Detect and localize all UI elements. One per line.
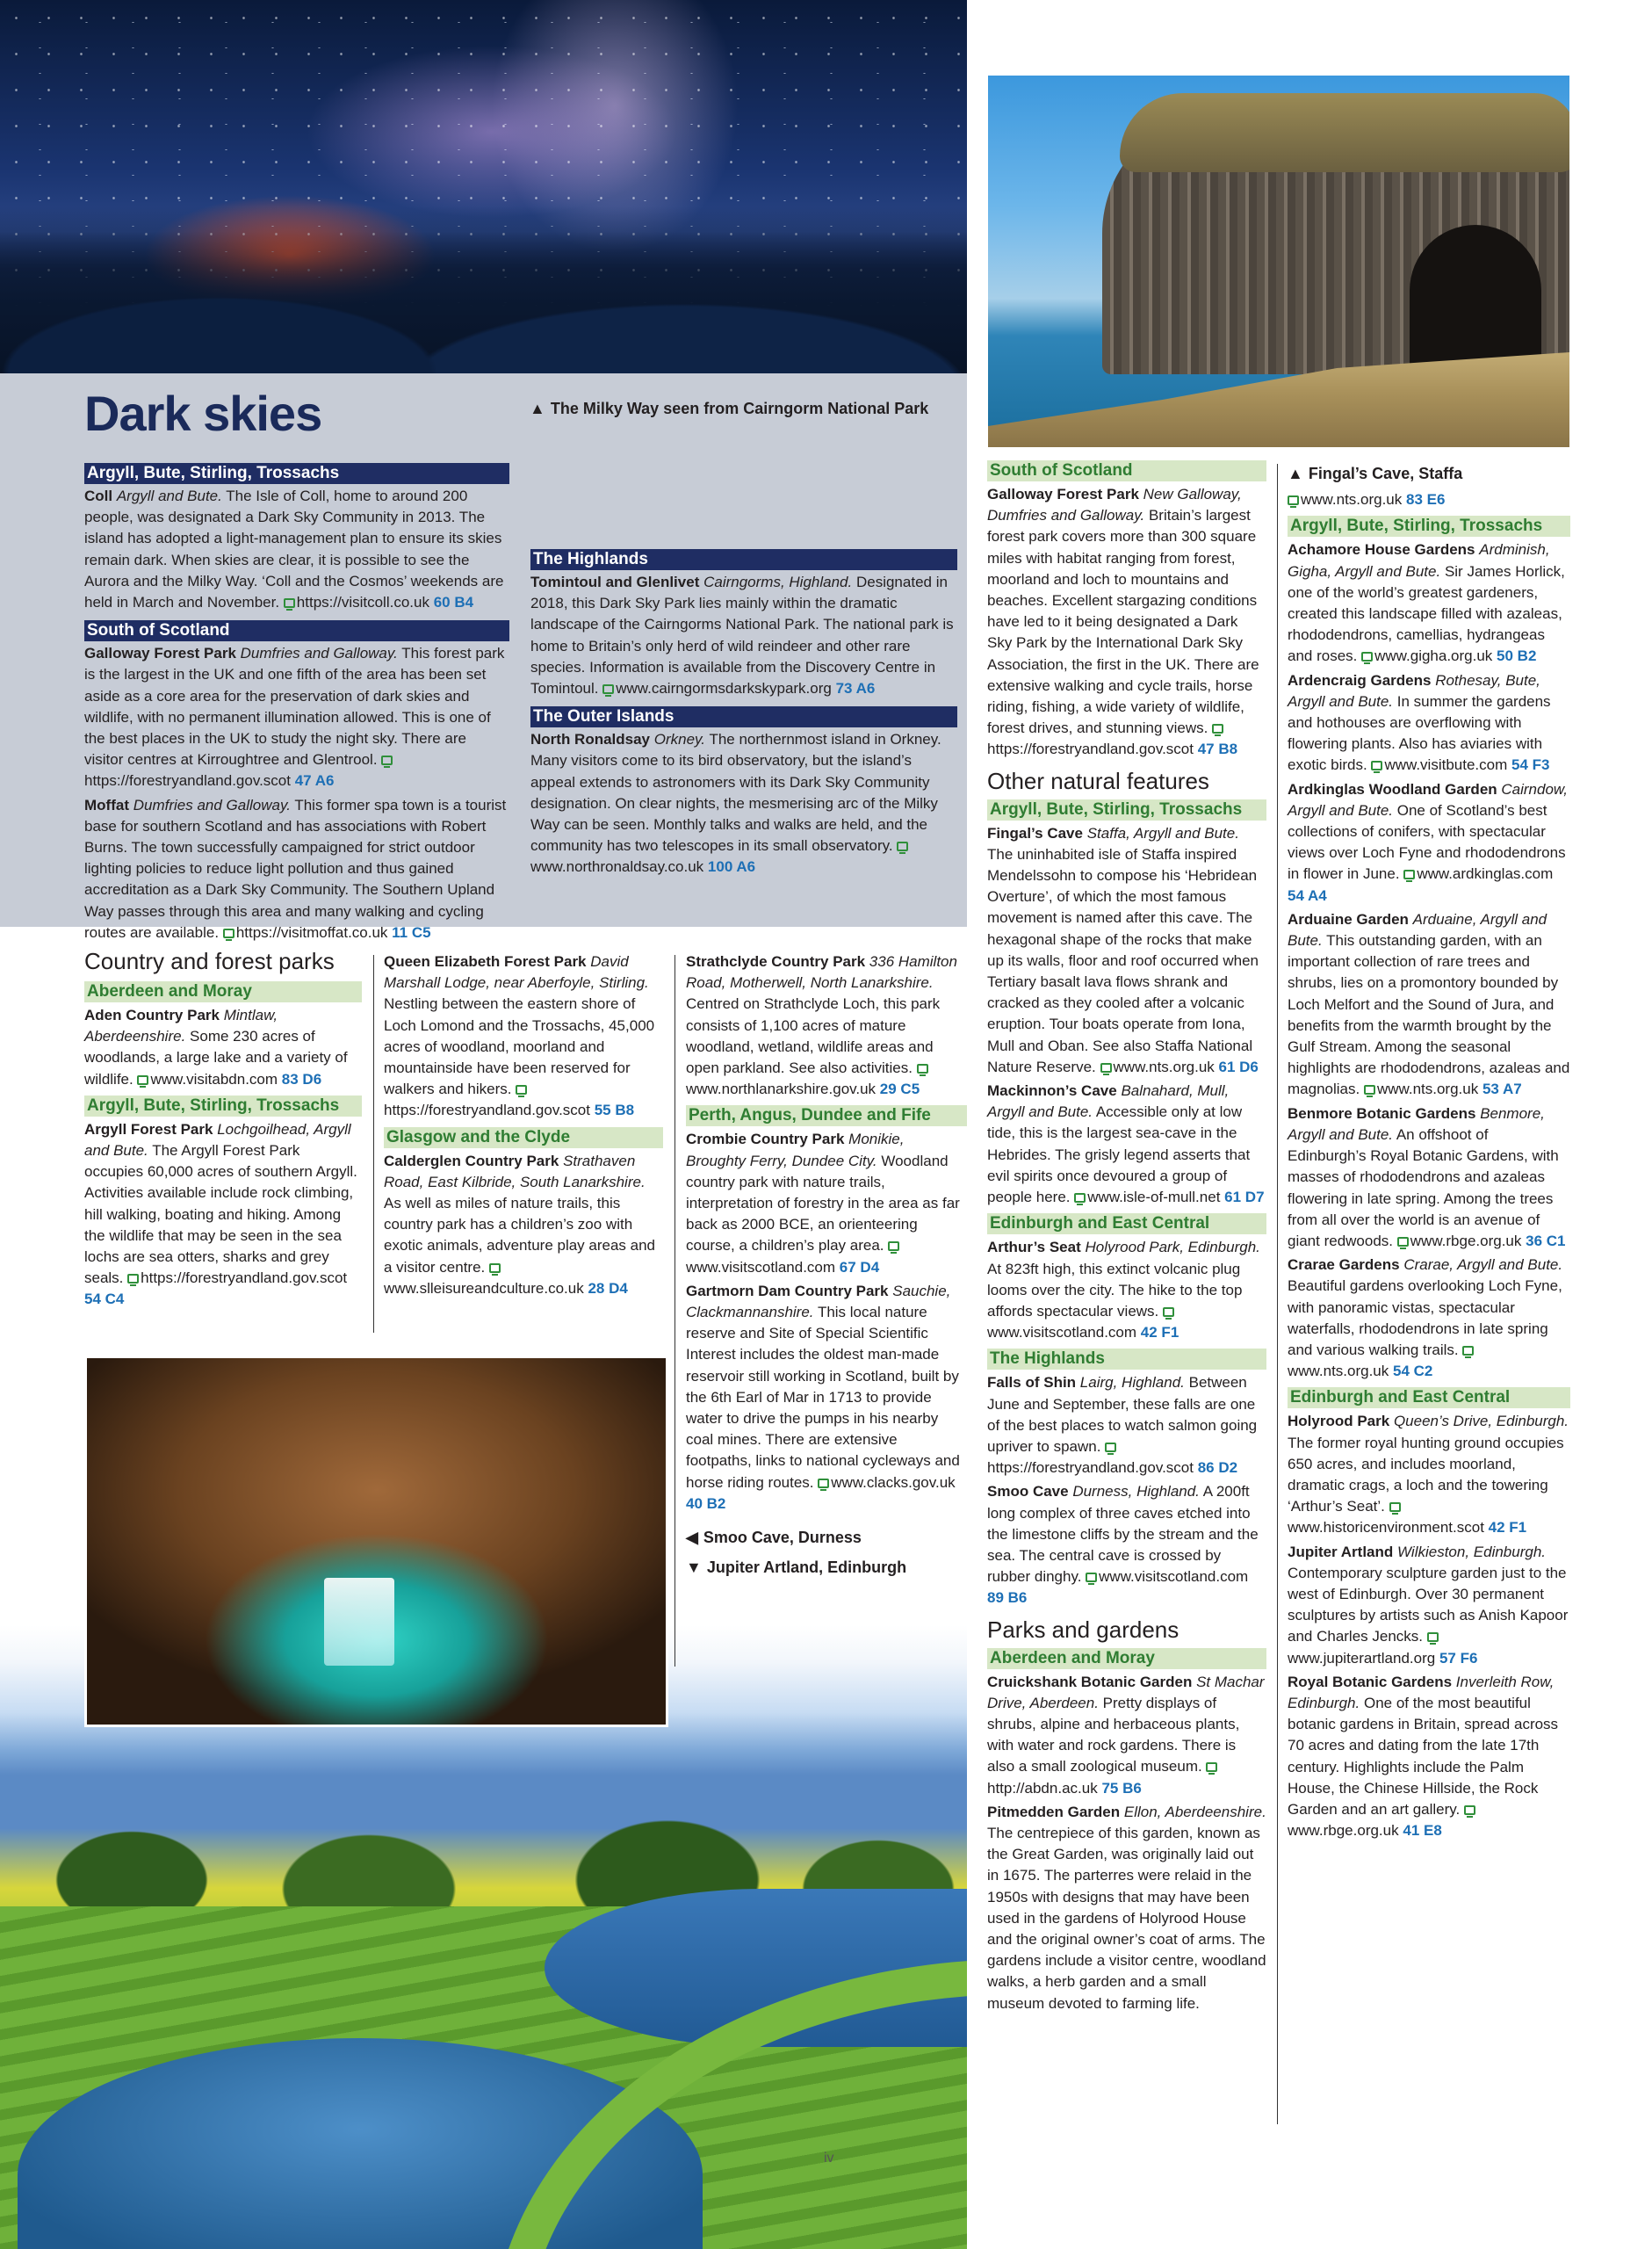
map-reference: 42 F1 [1488, 1519, 1527, 1537]
caption-text: The Milky Way seen from Cairngorm National Park [550, 400, 929, 417]
entry-location: David Marshall Lodge, near Aberfoyle, Stirling. [384, 953, 649, 992]
entry-text: This former spa town is a tourist base for southern Scotland and has associations with Robert Burns. The town successfully campaigned for strict outdoor lighting policies to reduce light pollution and thus gained accreditation as a Dark Sky Community. The Southern Upland Way passes through this area and many walking and cycling routes are available. [84, 796, 507, 941]
map-reference: 60 B4 [433, 594, 474, 611]
website-icon [897, 842, 908, 851]
listing-entry [987, 1481, 1266, 1609]
map-reference: 36 C1 [1526, 1232, 1566, 1249]
region-heading: South of Scotland [987, 460, 1266, 481]
entry-website[interactable]: www.northronaldsay.co.uk [530, 858, 704, 876]
entry-text: This outstanding garden, with an important collection of rare trees and shrubs, lies on a promontory bounded by Loch Melfort and the Sound of Jura, and benefits from the warmth brought by the Gulf Stream. Among the seasonal highlights are rhododendrons, azaleas and magnolias. [1288, 932, 1570, 1098]
entry-website[interactable]: www.cairngormsdarkskypark.org [616, 680, 832, 698]
map-reference: 53 A7 [1482, 1081, 1522, 1098]
map-reference: 67 D4 [839, 1258, 880, 1276]
listing-entry [1288, 909, 1570, 1101]
entry-name: Jupiter Artland [1288, 1543, 1394, 1560]
listing-entry [1288, 1103, 1570, 1252]
triangle-up-icon: ▲ [1288, 465, 1303, 482]
entry-text: The Isle of Coll, home to around 200 people, was designated a Dark Sky Community in 2013. The island has adopted a light-management plan to ensure its skies remain dark. When skies are clear, it is possible to see the Aurora and the Milky Way. ‘Coll and the Cosmos’ weekends are held in March and November. [84, 488, 504, 611]
entry-name: Achamore House Gardens [1288, 541, 1475, 559]
website-icon [223, 929, 234, 938]
entry-name: Tomintoul and Glenlivet [530, 574, 700, 590]
country-parks-col-1 [84, 946, 362, 1313]
entry-text: Pretty displays of shrubs, alpine and herbaceous plants, with water and rock gardens. There is also a small zoological museum. [987, 1694, 1240, 1775]
entry-location: Inverleith Row, Edinburgh. [1288, 1673, 1555, 1711]
website-icon [1105, 1443, 1116, 1452]
section-title: Country and forest parks [84, 948, 335, 974]
website-icon [127, 1274, 139, 1284]
entry-website[interactable]: www.historicenvironment.scot [1288, 1519, 1484, 1537]
entry-website[interactable]: https://visitcoll.co.uk [296, 594, 429, 611]
section-title: Parks and gardens [987, 1616, 1179, 1643]
entry-text: At 823ft high, this extinct volcanic plug looms over the city. The hike to the top affords spectacular views. [987, 1260, 1243, 1320]
dark-skies-title: Dark skies [84, 386, 322, 441]
cliff-top [1120, 93, 1569, 172]
entry-website[interactable]: www.northlanarkshire.gov.uk [686, 1081, 876, 1098]
entry-text: Woodland country park with nature trails, interpretation of forestry in the area as far back as 2000 BCE, an orienteering course, a children’s play area. [686, 1152, 960, 1255]
listing-entry [987, 1672, 1266, 1799]
entry-website[interactable]: www.visitbute.com [1384, 756, 1508, 774]
entry-website[interactable]: http://abdn.ac.uk [987, 1779, 1098, 1797]
entry-website[interactable]: www.visitscotland.com [1099, 1568, 1249, 1586]
entry-location: Arduaine, Argyll and Bute. [1288, 910, 1547, 950]
website-icon [137, 1075, 148, 1085]
milky-way-photo [0, 0, 967, 373]
website-icon [1364, 1085, 1375, 1095]
entry-website[interactable]: www.jupiterartland.org [1288, 1649, 1436, 1667]
entry-location: Rothesay, Bute, Argyll and Bute. [1288, 671, 1540, 710]
entry-location: Monikie, Broughty Ferry, Dundee City. [686, 1131, 905, 1169]
entry-website[interactable]: www.ardkinglas.com [1417, 865, 1554, 883]
entry-name: North Ronaldsay [530, 731, 651, 748]
listing-entry [1288, 1255, 1570, 1382]
entry-location: Mintlaw, Aberdeenshire. [84, 1007, 278, 1045]
entry-location: Crarae, Argyll and Bute. [1403, 1256, 1563, 1274]
region-heading: The Highlands [987, 1349, 1266, 1370]
map-reference: 41 E8 [1403, 1822, 1442, 1840]
website-icon [1397, 1237, 1409, 1247]
entry-name: Crarae Gardens [1288, 1256, 1400, 1274]
caption-jupiter [686, 1557, 967, 1578]
map-reference: 86 D2 [1197, 1459, 1238, 1477]
map-reference: 54 F3 [1511, 756, 1550, 774]
section-title: Other natural features [987, 767, 1209, 794]
entry-website[interactable]: https://forestryandland.gov.scot [141, 1269, 348, 1287]
website-icon [489, 1263, 501, 1273]
website-icon [1361, 652, 1373, 662]
listing-entry [384, 951, 663, 1122]
triangle-down-icon: ▼ [686, 1558, 702, 1577]
region-heading: Perth, Angus, Dundee and Fife [686, 1105, 967, 1126]
website-icon [1427, 1632, 1439, 1642]
map-reference: 47 A6 [294, 772, 335, 790]
entry-text: Designated in 2018, this Dark Sky Park lies mainly within the dramatic landscape of the Cairngorms National Park. The national park is home to Britain’s only herd of wild reindeer and other rare species. Information is available from the Discovery Centre in Tomintoul. [530, 574, 954, 698]
entry-text: One of the most beautiful botanic gardens in Britain, spread across 70 acres and dating from the late 17th century. Highlights include the Palm House, the Chinese Hillside, the Rock Garden and an art gallery. [1288, 1694, 1559, 1818]
entry-location: Argyll and Bute. [116, 488, 222, 504]
mountain-silhouette [0, 206, 967, 373]
website-icon [1086, 1573, 1097, 1582]
entry-location: Ardminish, Gigha, Argyll and Bute. [1288, 541, 1550, 580]
listing-entry [84, 643, 509, 792]
entry-text: Sir James Horlick, one of the world’s greatest gardeners, created this landscape filled with azaleas, rhododendrons, camellias, hydrangeas and roses. [1288, 562, 1565, 665]
entry-location: Dumfries and Galloway. [133, 796, 291, 814]
entry-location: Orkney. [653, 731, 706, 748]
entry-location: Cairngorms, Highland. [703, 574, 853, 590]
listing-entry [530, 572, 957, 699]
entry-location: Lochgoilhead, Argyll and Bute. [84, 1120, 351, 1160]
entry-location: Strathaven Road, East Kilbride, South Lanarkshire. [384, 1152, 646, 1190]
website-icon [1389, 1502, 1401, 1512]
entry-website[interactable]: www.clacks.gov.uk [831, 1473, 956, 1491]
entry-name: Galloway Forest Park [987, 486, 1139, 503]
map-reference: 73 A6 [835, 680, 876, 698]
entry-text: Between June and September, these falls are one of the best places to watch salmon going upriver to spawn. [987, 1374, 1258, 1455]
website-icon [1074, 1193, 1086, 1203]
region-heading: Edinburgh and East Central [987, 1213, 1266, 1234]
listing-entry [987, 1237, 1266, 1343]
entry-website[interactable]: www.rbge.org.uk [1410, 1232, 1522, 1249]
map-reference: 54 C2 [1393, 1363, 1433, 1380]
website-icon [1464, 1805, 1475, 1815]
column-divider [373, 955, 374, 1333]
entry-text: The centrepiece of this garden, known as the Great Garden, was originally laid out in 1675. The parterres were relaid in the 1950s with designs that may have been used in the gardens of Holyrood House and the original owner’s coat of arms. The gardens include a visitor centre, woodland walks, a herb garden and a small museum devoted to farming life. [987, 1824, 1266, 2012]
region-heading: The Highlands [530, 549, 957, 570]
entry-website[interactable]: www.visitabdn.com [150, 1070, 278, 1088]
region-heading: South of Scotland [84, 620, 509, 641]
region-heading: Argyll, Bute, Stirling, Trossachs [84, 1096, 362, 1117]
column-divider [1277, 464, 1278, 2124]
entry-name: Falls of Shin [987, 1374, 1077, 1392]
website-icon [1206, 1762, 1217, 1772]
entry-location: Dumfries and Galloway. [240, 645, 398, 662]
entry-location: Benmore, Argyll and Bute. [1288, 1104, 1545, 1143]
entry-text: Contemporary sculpture garden just to the west of Edinburgh. Over 30 permanent sculptures by artists such as Anish Kapoor and Charles Jencks. [1288, 1564, 1569, 1645]
map-reference: 54 C4 [84, 1291, 125, 1308]
website-icon [602, 684, 614, 694]
entry-text: An offshoot of Edinburgh’s Royal Botanic Gardens, with masses of rhododendrons and azaleas flowering in late spring. Among the trees from all over the world is an avenue of giant redwoods. [1288, 1125, 1559, 1249]
map-reference: 47 B8 [1197, 741, 1238, 758]
entry-text: Beautiful gardens overlooking Loch Fyne, with panoramic vistas, spectacular waterfalls, rhododendrons in late spring and various walking trails. [1288, 1277, 1562, 1358]
entry-name: Benmore Botanic Gardens [1288, 1104, 1476, 1122]
entry-location: 336 Hamilton Road, Motherwell, North Lanarkshire. [686, 953, 957, 992]
entry-location: New Galloway, Dumfries and Galloway. [987, 486, 1242, 524]
entry-website[interactable]: https://forestryandland.gov.scot [384, 1102, 590, 1119]
entry-location: Holyrood Park, Edinburgh. [1085, 1239, 1260, 1256]
website-icon [381, 756, 393, 765]
website-icon [888, 1241, 899, 1251]
gardens-col [1288, 463, 1570, 1844]
entry-location: Lairg, Highland. [1079, 1374, 1185, 1392]
entry-text: The former royal hunting ground occupies 650 acres, and includes moorland, dramatic crags, a loch and the towering ‘Arthur’s Seat’. [1288, 1434, 1564, 1515]
entry-name: Strathclyde Country Park [686, 953, 866, 970]
entry-name: Fingal’s Cave [987, 824, 1083, 842]
listing-entry [1288, 1542, 1570, 1669]
country-parks-col-2 [384, 951, 663, 1302]
triangle-left-icon: ◀ [686, 1529, 698, 1547]
entry-website[interactable]: www.nts.org.uk [1376, 1081, 1479, 1098]
website-icon [1212, 724, 1223, 734]
map-reference: 29 C5 [879, 1081, 920, 1098]
entry-location: Sauchie, Clackmannanshire. [686, 1282, 951, 1321]
listing-entry [1288, 1411, 1570, 1538]
map-reference: 83 E6 [1406, 491, 1446, 509]
website-icon [1371, 761, 1382, 770]
map-reference: 55 B8 [594, 1102, 635, 1119]
entry-name: Calderglen Country Park [384, 1152, 559, 1169]
caption-text: Fingal’s Cave, Staffa [1308, 465, 1463, 482]
listing-entry [84, 1119, 362, 1311]
website-icon [284, 598, 295, 608]
entry-location: Queen’s Drive, Edinburgh. [1393, 1413, 1569, 1430]
entry-text: Centred on Strathclyde Loch, this park consists of 1,100 acres of mature woodland, wetland, wildlife areas and open parkland. See also activities. [686, 995, 941, 1077]
entry-location: Wilkieston, Edinburgh. [1397, 1543, 1547, 1560]
website-icon [1100, 1063, 1112, 1073]
listing-entry [987, 823, 1266, 1078]
entry-location: Cairndow, Argyll and Bute. [1288, 780, 1568, 819]
region-heading: Glasgow and the Clyde [384, 1127, 663, 1148]
listing-entry [686, 1129, 967, 1277]
entry-name: Moffat [84, 796, 129, 814]
entry-name: Ardencraig Gardens [1288, 671, 1432, 689]
website-icon [516, 1085, 527, 1095]
triangle-up-icon: ▲ [530, 400, 545, 417]
listing-entry [84, 486, 509, 613]
entry-text: As well as miles of nature trails, this country park has a children’s zoo with exotic animals, adventure play areas and a visitor centre. [384, 1195, 656, 1276]
entry-website[interactable]: https://forestryandland.gov.scot [84, 772, 291, 790]
fingals-cave-photo [988, 76, 1569, 447]
entry-name: Smoo Cave [987, 1483, 1069, 1501]
region-heading: Argyll, Bute, Stirling, Trossachs [84, 463, 509, 484]
features-col [987, 460, 1266, 2017]
listing-entry [530, 729, 957, 878]
listing-entry [1288, 539, 1570, 667]
map-reference: 40 B2 [686, 1494, 726, 1512]
waterfall [324, 1578, 394, 1666]
listing-entry [686, 951, 967, 1100]
smoo-cave-photo [84, 1356, 668, 1727]
entry-website[interactable]: www.rbge.org.uk [1288, 1822, 1399, 1840]
entry-name: Argyll Forest Park [84, 1120, 213, 1138]
caption-smoo [686, 1527, 967, 1548]
map-reference: 100 A6 [707, 858, 756, 876]
entry-text: Nestling between the eastern shore of Loch Lomond and the Trossachs, 45,000 acres of woodland, moorland and mountainside have been reserved for walkers and hikers. [384, 995, 655, 1098]
website-icon [818, 1479, 829, 1488]
caption-text: Smoo Cave, Durness [703, 1529, 862, 1547]
entry-name: Queen Elizabeth Forest Park [384, 953, 587, 970]
entry-text: Some 230 acres of woodlands, a large lake and a variety of wildlife. [84, 1028, 348, 1088]
website-icon [1403, 870, 1415, 879]
map-reference: 50 B2 [1497, 647, 1537, 665]
entry-name: Gartmorn Dam Country Park [686, 1282, 889, 1299]
website-icon [917, 1064, 928, 1074]
map-reference: 57 F6 [1439, 1649, 1478, 1667]
listing-entry [1288, 1672, 1570, 1842]
caption-milky-way [530, 400, 928, 418]
map-reference: 28 D4 [588, 1279, 628, 1297]
map-reference: 75 B6 [1101, 1779, 1142, 1797]
listing-entry [987, 1372, 1266, 1479]
entry-website[interactable]: www.isle-of-mull.net [1087, 1189, 1221, 1206]
entry-name: Arthur’s Seat [987, 1239, 1081, 1256]
region-heading: The Outer Islands [530, 706, 957, 727]
entry-website[interactable]: www.nts.org.uk [1301, 491, 1403, 509]
entry-website[interactable]: www.nts.org.uk [1288, 1363, 1389, 1380]
entry-name: Cruickshank Botanic Garden [987, 1673, 1193, 1690]
entry-name: Royal Botanic Gardens [1288, 1673, 1453, 1690]
region-heading: Aberdeen and Moray [987, 1648, 1266, 1669]
entry-text: The Argyll Forest Park occupies 60,000 acres of southern Argyll. Activities available include rock climbing, hill walking, boating and hiking. Among the wildlife that may be seen in the sea lochs are sea otters, sharks and grey seals. [84, 1142, 357, 1287]
map-reference: 42 F1 [1140, 1324, 1179, 1341]
listing-entry [84, 1005, 362, 1090]
website-icon [1462, 1346, 1474, 1356]
listing-entry [1288, 670, 1570, 777]
entry-text: Accessible only at low tide, this is the largest sea-cave in the Hebrides. The grisly legend asserts that evil spirits once devoured a group of people here. [987, 1103, 1251, 1206]
entry-text: The uninhabited isle of Staffa inspired Mendelssohn to compose his ‘Hebridean Overture’, of which the most famous movement is named after this cave. The hexagonal shape of the rocks that make up its walls, floor and roof occurred when Tertiary basalt lava flows shrank and cracked as they cooled after a volcanic eruption. Tour boats operate from Iona, Mull and Oban. See also Staffa National Nature Reserve. [987, 845, 1259, 1075]
entry-website[interactable]: www.slleisureandculture.co.uk [384, 1279, 584, 1297]
listing-entry [987, 484, 1266, 761]
entry-text: One of Scotland’s best collections of conifers, with spectacular views over Loch Fyne and rhododendrons in flower in June. [1288, 801, 1566, 883]
listing-entry-continued [1288, 489, 1570, 510]
entry-location: Balnahard, Mull, Argyll and Bute. [987, 1082, 1230, 1121]
entry-website[interactable]: https://forestryandland.gov.scot [987, 741, 1194, 758]
dark-skies-col-1 [84, 463, 509, 946]
entry-location: St Machar Drive, Aberdeen. [987, 1673, 1265, 1711]
page-number: iv [824, 2151, 834, 2166]
entry-name: Mackinnon’s Cave [987, 1082, 1117, 1100]
entry-name: Arduaine Garden [1288, 910, 1409, 928]
map-reference: 61 D7 [1224, 1189, 1265, 1206]
map-reference: 61 D6 [1218, 1058, 1259, 1075]
region-heading: Edinburgh and East Central [1288, 1387, 1570, 1408]
listing-entry [1288, 779, 1570, 907]
map-reference: 11 C5 [392, 923, 431, 941]
listing-entry [987, 1802, 1266, 2014]
map-reference: 89 B6 [987, 1589, 1028, 1607]
caption-fingal [1288, 463, 1570, 484]
entry-text: A 200ft long complex of three caves etched into the limestone cliffs by the stream and the sea. The central cave is crossed by rubber dinghy. [987, 1483, 1259, 1586]
listing-entry [84, 795, 509, 944]
listing-entry [384, 1151, 663, 1299]
entry-location: Ellon, Aberdeenshire. [1123, 1803, 1266, 1820]
entry-website[interactable]: https://visitmoffat.co.uk [235, 923, 388, 941]
entry-name: Ardkinglas Woodland Garden [1288, 780, 1497, 798]
entry-text: In summer the gardens and hothouses are overflowing with flowering plants. Also has aviaries with exotic birds. [1288, 692, 1551, 774]
entry-text: The northernmost island in Orkney. Many visitors come to its bird observatory, but the island’s appeal extends to astronomers with its Dark Sky Community designation. On clear nights, the mesmerising arc of the Milky Way can be seen. Monthly talks and walks are held, and the community has two telescopes in its small observatory. [530, 731, 941, 855]
website-icon [1163, 1307, 1174, 1317]
entry-text: This forest park is the largest in the UK and one fifth of the area has been set aside as a core area for the preservation of dark skies and wildlife, with no permanent illumination allowed. This is one of the best places in the UK to study the night sky. There are visitor centres at Kirroughtree and Glentrool. [84, 645, 505, 769]
entry-name: Holyrood Park [1288, 1413, 1390, 1430]
entry-location: Durness, Highland. [1072, 1483, 1200, 1501]
entry-text: This local nature reserve and Site of Special Scientific Interest includes the oldest man-made reservoir still working in Scotland, built by the 6th Earl of Mar in 1713 to provide water to drive the pumps in his nearby coal mines. There are extensive footpaths, links to national cycleways and horse riding routes. [686, 1304, 960, 1491]
entry-name: Galloway Forest Park [84, 645, 236, 662]
entry-website[interactable]: www.gigha.org.uk [1374, 647, 1493, 665]
entry-name: Aden Country Park [84, 1007, 220, 1023]
entry-website[interactable]: www.nts.org.uk [1113, 1058, 1215, 1075]
listing-entry [987, 1081, 1266, 1208]
region-heading: Aberdeen and Moray [84, 981, 362, 1002]
dark-skies-col-2 [530, 549, 957, 881]
listing-entry [686, 1281, 967, 1515]
region-heading: Argyll, Bute, Stirling, Trossachs [1288, 516, 1570, 537]
entry-text: Britain’s largest forest park covers more than 300 square miles with habitat ranging from forest, moorland and loch to mountains and beaches. Excellent stargazing conditions have led to it being designated a Dark Sky Park by the International Dark Sky Association, the first in the UK. There are extensive walking and cycle trails, horse riding, fishing, a wide variety of wildlife, forest drives, and stunning views. [987, 507, 1259, 737]
map-reference: 54 A4 [1288, 886, 1327, 904]
entry-name: Crombie Country Park [686, 1131, 845, 1148]
caption-text: Jupiter Artland, Edinburgh [706, 1558, 907, 1577]
entry-website[interactable]: www.visitscotland.com [987, 1324, 1137, 1341]
country-parks-col-3 [686, 951, 967, 1578]
region-heading: Argyll, Bute, Stirling, Trossachs [987, 799, 1266, 821]
entry-website[interactable]: www.visitscotland.com [686, 1258, 836, 1276]
entry-name: Coll [84, 488, 113, 504]
entry-website[interactable]: https://forestryandland.gov.scot [987, 1459, 1194, 1477]
entry-location: Staffa, Argyll and Bute. [1086, 824, 1239, 842]
website-icon [1288, 495, 1299, 505]
map-reference: 83 D6 [281, 1070, 322, 1088]
entry-name: Pitmedden Garden [987, 1803, 1121, 1820]
